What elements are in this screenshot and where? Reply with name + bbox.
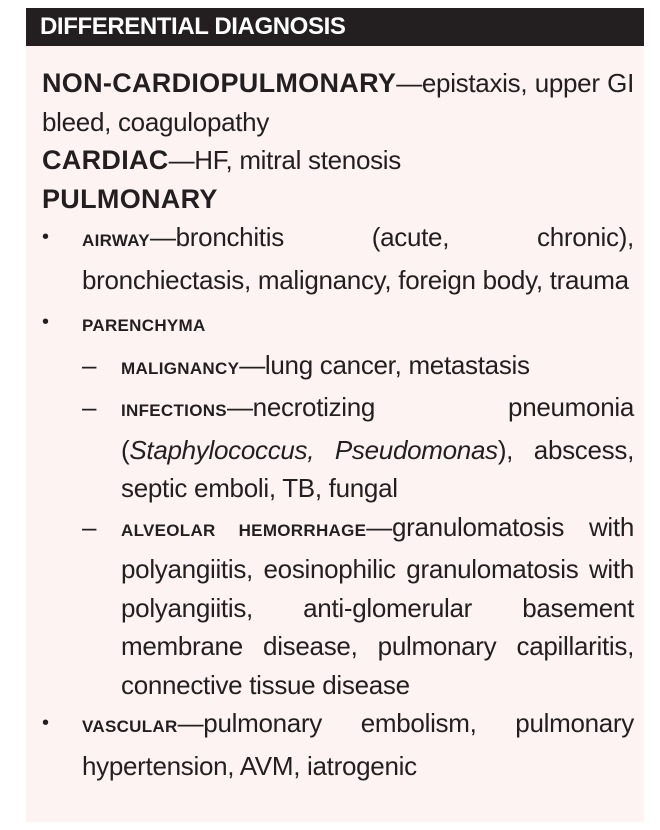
noncardio-label: NON-CARDIOPULMONARY xyxy=(42,68,397,98)
cardiac-label: CARDIAC xyxy=(42,145,169,175)
differential-diagnosis-box xyxy=(26,8,644,822)
pulmonary-heading xyxy=(42,180,634,219)
dash: – xyxy=(82,392,97,422)
infections-label: INFECTIONS xyxy=(121,401,227,420)
parenchyma-label: PARENCHYMA xyxy=(82,316,206,335)
content-body xyxy=(42,64,634,785)
dash: – xyxy=(82,349,97,380)
alveolar-item xyxy=(42,508,634,705)
bullet: • xyxy=(42,226,49,248)
malignancy-text: —lung cancer, metastasis xyxy=(239,349,530,380)
alveolar-text: —granulomatosis with polyangiitis, eosinophilic granulomatosis with polyangiitis, anti-glomerular basement membrane disease, pulmonary capillaritis, connective tissue disease xyxy=(121,511,634,700)
noncardio-entry xyxy=(42,64,634,141)
bullet: • xyxy=(42,712,49,734)
vascular-text: —pulmonary embolism, pulmonary hypertension, AVM, iatrogenic xyxy=(82,708,634,781)
malignancy-label: MALIGNANCY xyxy=(121,358,240,378)
malignancy-item xyxy=(42,346,634,389)
infections-organisms: Staphylococcus, Pseudomonas xyxy=(129,434,498,465)
airway-text: —bronchitis (acute, chronic), bronchiectasis, malignancy, foreign body, trauma xyxy=(82,222,634,295)
vascular-item xyxy=(42,704,634,785)
bullet: • xyxy=(42,311,49,333)
section-header: DIFFERENTIAL DIAGNOSIS xyxy=(26,8,644,46)
noncardio-text: —epistaxis, upper GI bleed, coagulopathy xyxy=(42,68,634,137)
infections-item xyxy=(42,388,634,508)
parenchyma-item xyxy=(42,303,634,346)
airway-item xyxy=(42,218,634,299)
infections-text-before: —necrotizing pneumonia ( xyxy=(121,392,634,465)
vascular-label: VASCULAR xyxy=(82,717,178,736)
cardiac-entry xyxy=(42,141,634,180)
cardiac-text: —HF, mitral stenosis xyxy=(168,145,401,175)
alveolar-label: ALVEOLAR HEMORRHAGE xyxy=(121,520,367,540)
infections-text-after: ), abscess, septic emboli, TB, fungal xyxy=(121,434,634,503)
dash: – xyxy=(82,511,97,542)
pulmonary-label: PULMONARY xyxy=(42,183,218,214)
airway-label: AIRWAY xyxy=(82,231,150,250)
